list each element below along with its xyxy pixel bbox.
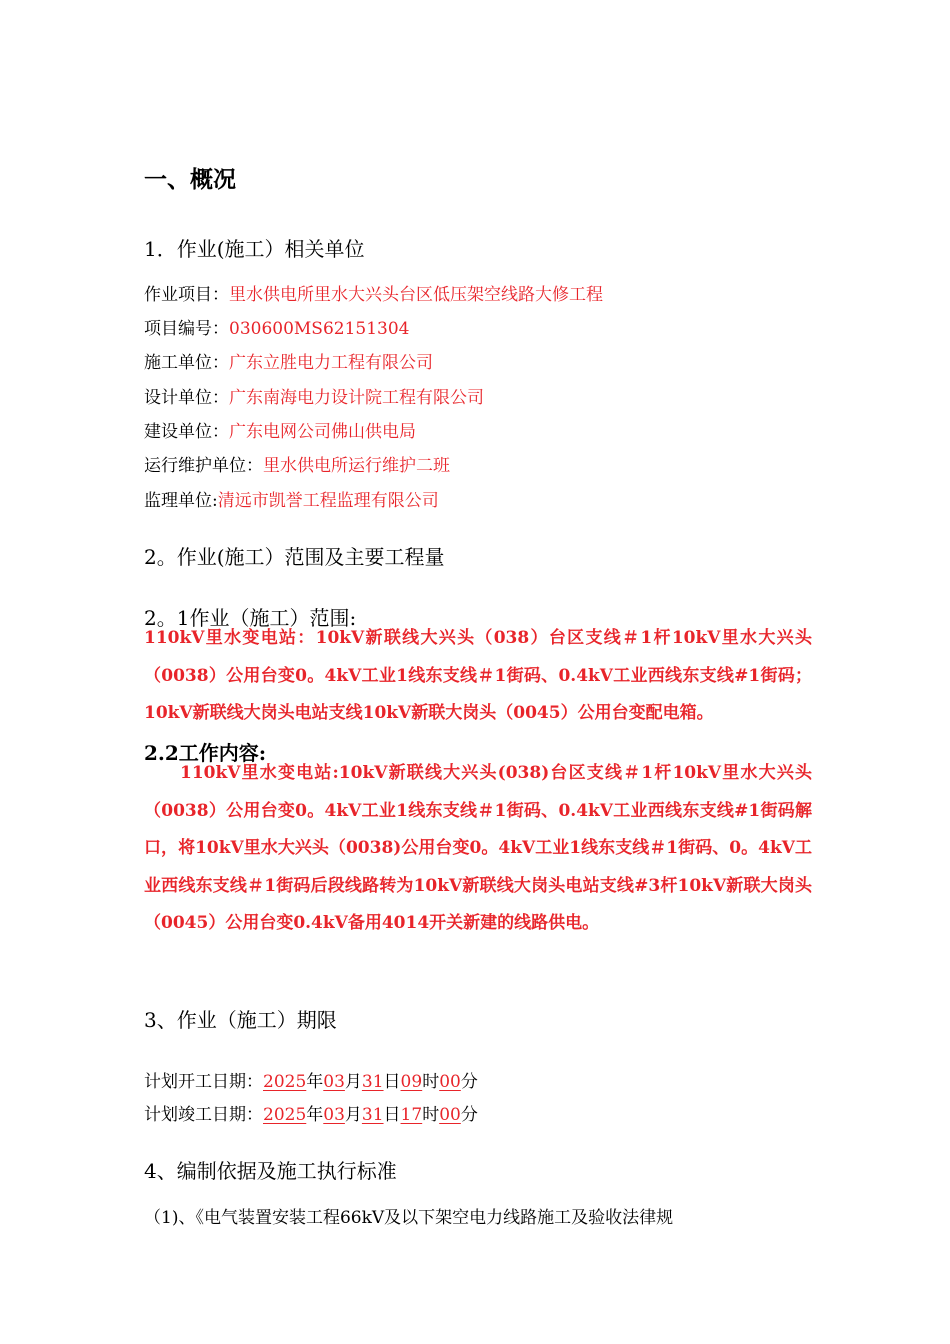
- info-row-design-unit: [144, 383, 484, 408]
- planned-end-date: [144, 1100, 478, 1125]
- start-month: 03: [323, 1072, 345, 1092]
- end-year: 2025: [263, 1105, 307, 1125]
- info-row-maintenance-unit: [144, 451, 450, 476]
- unit-year: 年: [306, 1105, 324, 1125]
- start-year: 2025: [263, 1072, 307, 1092]
- unit-month: 月: [344, 1105, 362, 1125]
- info-row-project: [144, 280, 603, 305]
- planned-start-date: [144, 1067, 478, 1092]
- section1-title: 1．作业(施工）相关单位: [144, 237, 365, 261]
- info-label: 设计单位：: [144, 388, 229, 408]
- start-minute: 00: [439, 1072, 461, 1092]
- info-row-project-number: [144, 314, 409, 339]
- unit-year: 年: [306, 1072, 324, 1092]
- info-value: 里水供电所运行维护二班: [263, 456, 450, 476]
- info-value: 广东南海电力设计院工程有限公司: [229, 388, 484, 408]
- info-value: 清远市凯誉工程监理有限公司: [217, 491, 439, 511]
- unit-month: 月: [344, 1072, 362, 1092]
- page-heading: 一、概况: [144, 166, 236, 193]
- work-content-title: 2.2工作内容:: [144, 741, 267, 765]
- info-label: 作业项目：: [144, 285, 229, 305]
- info-label: 监理单位:: [144, 491, 218, 511]
- unit-minute: 分: [460, 1072, 478, 1092]
- info-row-construction-unit: [144, 348, 433, 373]
- scope-title: 2。1作业（施工）范围:: [144, 606, 357, 630]
- unit-hour: 时: [422, 1105, 440, 1125]
- info-label: 项目编号：: [144, 319, 229, 339]
- info-row-supervision-unit: [144, 486, 439, 511]
- unit-hour: 时: [422, 1072, 440, 1092]
- start-date-label: 计划开工日期：: [144, 1072, 263, 1092]
- section3-title: 3、作业（施工）期限: [144, 1008, 337, 1032]
- end-day: 31: [361, 1105, 384, 1125]
- unit-day: 日: [383, 1072, 401, 1092]
- end-month: 03: [323, 1105, 345, 1125]
- info-value: 里水供电所里水大兴头台区低压架空线路大修工程: [229, 285, 603, 305]
- info-row-owner-unit: [144, 417, 416, 442]
- scope-text: 110kV里水变电站：10kV新联线大兴头（038）台区支线＃1杆10kV里水大兴头（0038）公用台变0。4kV工业1线东支线＃1街码、0.4kV工业西线东支线#1街码；10kV新联线大岗头电站支线10kV新联大岗头（0045）公用台变配电箱。: [144, 628, 812, 723]
- section4-title: 4、编制依据及施工执行标准: [144, 1159, 397, 1183]
- end-date-label: 计划竣工日期：: [144, 1105, 263, 1125]
- info-label: 建设单位：: [144, 422, 229, 442]
- info-value: 广东电网公司佛山供电局: [229, 422, 416, 442]
- standard-item-1: （1)、《电气装置安装工程66kV及以下架空电力线路施工及验收法律规: [144, 1208, 674, 1228]
- info-label: 运行维护单位：: [144, 456, 263, 476]
- unit-day: 日: [383, 1105, 401, 1125]
- info-value: 广东立胜电力工程有限公司: [229, 353, 433, 373]
- info-label: 施工单位：: [144, 353, 229, 373]
- section2-title: 2。作业(施工）范围及主要工程量: [144, 545, 445, 569]
- work-content-text: 110kV里水变电站:10kV新联线大兴头(038)台区支线＃1杆10kV里水大兴头（0038）公用台变0。4kV工业1线东支线＃1街码、0.4kV工业西线东支线#1街码解口，将10kV里水大兴头（0038)公用台变0。4kV工业1线东支线＃1街码、0。4kV工业西线东支线＃1街码后段线路转为10kV新联线大岗头电站支线#3杆10kV新联大岗头（0045）公用台变0.4kV备用4014开关新建的线路供电。: [144, 763, 812, 933]
- start-hour: 09: [400, 1072, 423, 1092]
- end-hour: 17: [400, 1105, 423, 1125]
- start-day: 31: [361, 1072, 384, 1092]
- info-value: 030600MS62151304: [229, 319, 410, 339]
- end-minute: 00: [439, 1105, 461, 1125]
- unit-minute: 分: [460, 1105, 478, 1125]
